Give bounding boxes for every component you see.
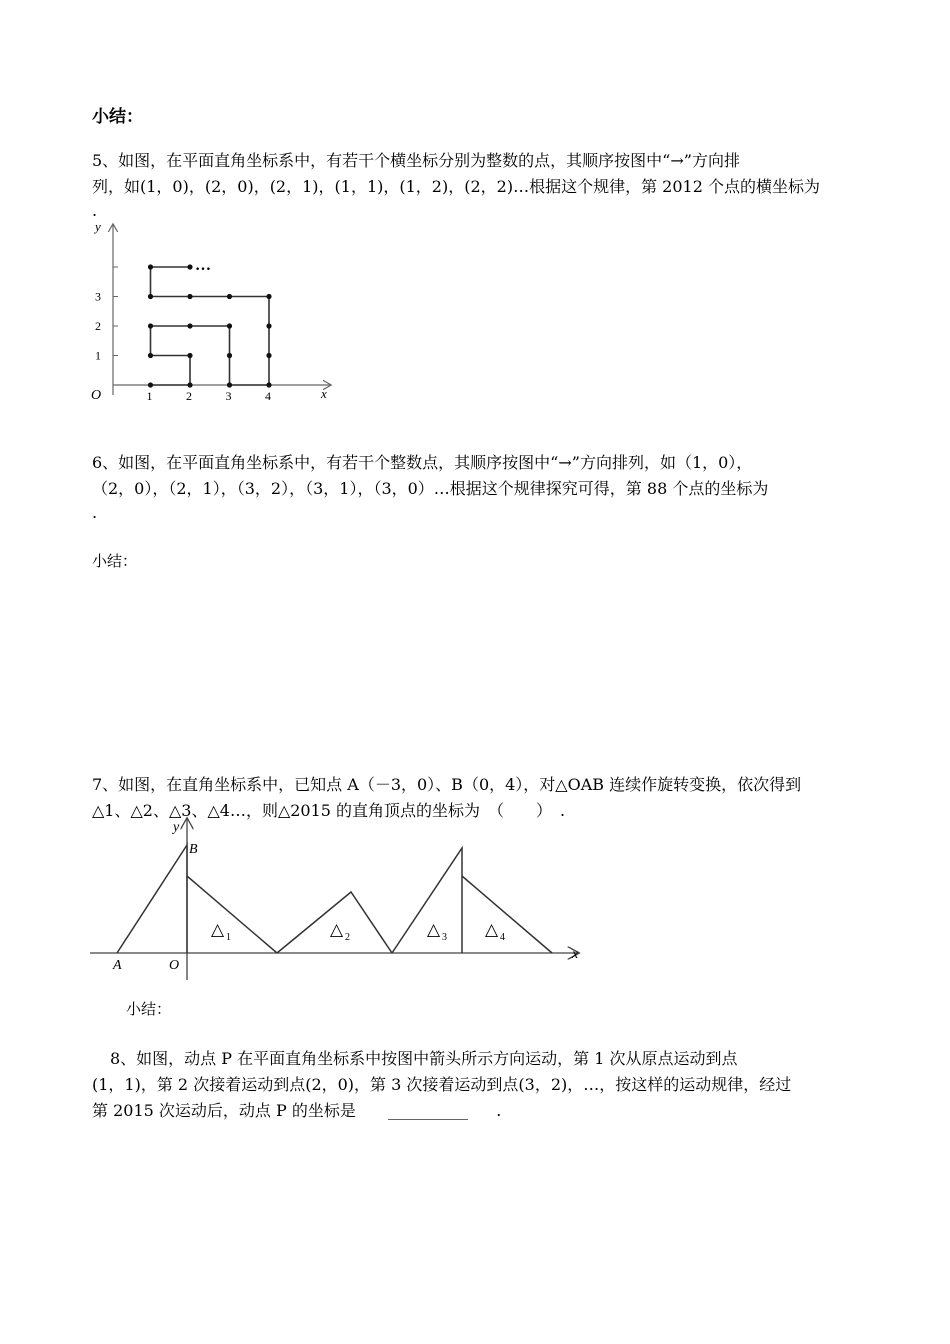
q7-point-b-label: B [189, 842, 198, 857]
q7-triangle-oab [117, 845, 187, 953]
q5-point [148, 294, 153, 299]
q5-x-ticks [147, 389, 272, 403]
q5-x-tick-label: 1 [146, 389, 153, 403]
q5-y-tick-label: 3 [95, 289, 101, 304]
q5-y-tick-label: 1 [95, 348, 101, 363]
svg-text:△: △ [427, 920, 441, 939]
q5-origin-label: O [91, 388, 102, 403]
q8-text-line-2: (1，1)，第 2 次接着运动到点(2，0)，第 3 次接着运动到点(3，2)，…，按这样的运动规律，经过 [92, 1075, 792, 1094]
q5-point [227, 353, 232, 358]
q8-text-before-blank: 第 2015 次运动后，动点 P 的坐标是 [92, 1101, 356, 1120]
q5-point [148, 382, 153, 387]
svg-text:△: △ [485, 920, 499, 939]
svg-text:△: △ [211, 920, 225, 939]
q5-point [187, 294, 192, 299]
q5-ellipsis: … [195, 257, 211, 274]
svg-text:4: 4 [500, 932, 505, 943]
q7-triangle-label-3 [427, 920, 447, 943]
q5-point [227, 323, 232, 328]
q8-answer-blank[interactable]: __________ [388, 1101, 469, 1120]
q5-point [148, 353, 153, 358]
q5-point [187, 264, 192, 269]
svg-text:3: 3 [442, 932, 447, 943]
q7-text-line-2: △1、△2、△3、△4…，则△2015 的直角顶点的坐标为 （ ） . [92, 801, 566, 820]
q8-text-line-3 [92, 1098, 501, 1124]
q6-text-line-1: 6、如图，在平面直角坐标系中，有若干个整数点，其顺序按图中“→”方向排列，如（1，0）， [92, 453, 753, 472]
q8-text-line-1: 8、如图，动点 P 在平面直角坐标系中按图中箭头所示方向运动，第 1 次从原点运动到点 [110, 1049, 738, 1068]
q5-y-ticks [95, 267, 118, 363]
q6-text-line-3: . [92, 503, 98, 522]
q7-point-a-label: A [113, 958, 122, 973]
q5-y-tick-label: 2 [95, 319, 101, 333]
q5-y-label: y [95, 219, 101, 234]
q7-triangle-label-1 [211, 920, 231, 943]
svg-text:1: 1 [226, 932, 231, 943]
q5-point [266, 294, 271, 299]
q6-text-line-2: （2，0），（2，1），（3，2），（3，1），（3，0）…根据这个规律探究可得，第 88 个点的坐标为 [92, 479, 769, 498]
q8-text-after-blank: . [496, 1101, 502, 1120]
q7-triangle-4 [462, 876, 552, 953]
q5-text-line-1: 5、如图，在平面直角坐标系中，有若干个横坐标分别为整数的点，其顺序按图中“→”方向排 [92, 151, 740, 170]
q5-point [266, 323, 271, 328]
q7-triangle-label-4 [485, 920, 505, 943]
q7-origin-label: O [169, 958, 180, 973]
q5-x-label: x [321, 386, 327, 401]
q5-point [227, 294, 232, 299]
summary-heading-2: 小结： [92, 552, 138, 570]
q7-triangle-label-2 [330, 920, 350, 943]
q5-x-tick-label: 2 [186, 389, 192, 403]
q5-point [266, 382, 271, 387]
summary-heading-3: 小结： [126, 1000, 172, 1018]
svg-text:△: △ [330, 920, 344, 939]
q5-point [187, 382, 192, 387]
q5-figure [85, 215, 345, 410]
q7-triangle-1 [187, 876, 277, 953]
q5-text-line-3: . [92, 201, 98, 220]
q5-point [187, 353, 192, 358]
q5-x-tick-label: 4 [265, 389, 271, 403]
summary-heading-1: 小结： [92, 107, 143, 127]
q7-figure [85, 815, 595, 980]
q5-text-line-2: 列，如(1，0)，(2，0)，(2，1)，(1，1)，(1，2)，(2，2)…根据这个规律，第 2012 个点的横坐标为 [92, 177, 820, 196]
q5-point-path [151, 267, 270, 385]
q5-point [227, 382, 232, 387]
q5-point [148, 323, 153, 328]
q5-point [148, 264, 153, 269]
q7-x-label: x [572, 947, 579, 962]
q5-point [266, 353, 271, 358]
svg-text:2: 2 [345, 932, 350, 943]
q7-y-label: y [173, 820, 180, 835]
q7-text-line-1: 7、如图，在直角坐标系中，已知点 A（－3，0）、B（0，4），对△OAB 连续作旋转变换，依次得到 [92, 775, 802, 794]
q5-x-tick-label: 3 [225, 389, 232, 403]
q5-point [187, 323, 192, 328]
